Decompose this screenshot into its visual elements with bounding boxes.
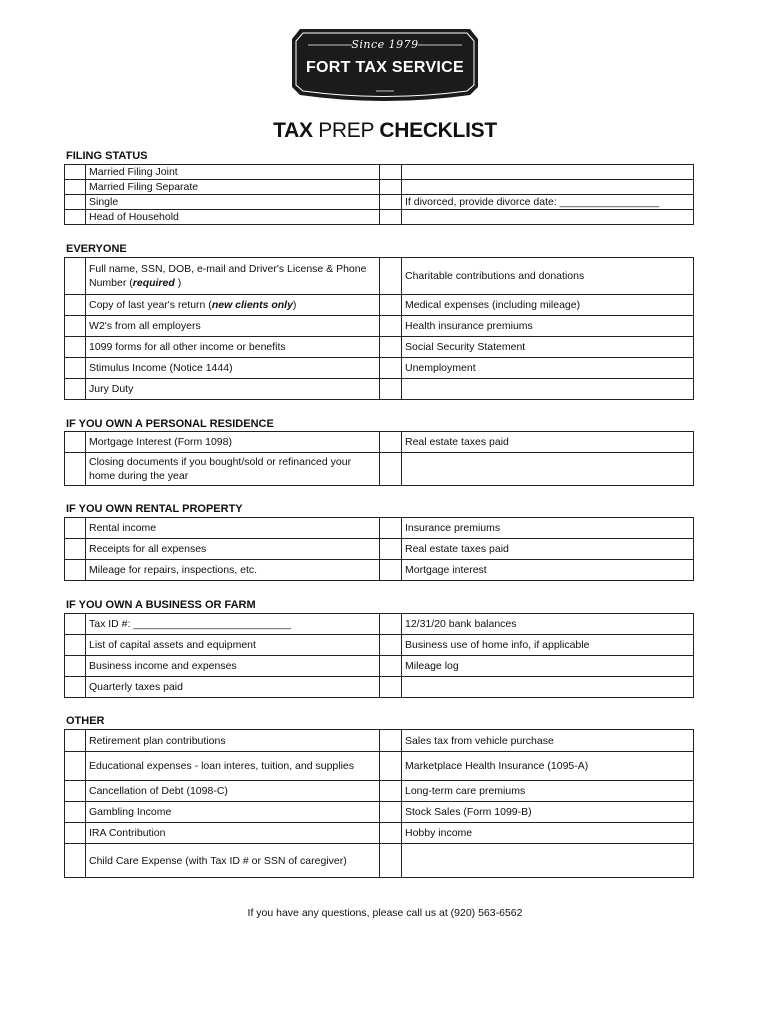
checkbox-right[interactable]: [380, 781, 402, 802]
checkbox-right[interactable]: [380, 379, 402, 400]
checklist-row: [65, 730, 694, 752]
checklist-row: [65, 635, 694, 656]
checkbox-left[interactable]: [65, 195, 86, 210]
checkbox-left[interactable]: [65, 614, 86, 635]
checkbox-right[interactable]: [380, 358, 402, 379]
checklist-item-left: Single: [86, 195, 380, 210]
checkbox-left[interactable]: [65, 358, 86, 379]
filing-status-table: [64, 164, 694, 225]
checklist-item-left: Stimulus Income (Notice 1444): [86, 358, 380, 379]
checkbox-left[interactable]: [65, 180, 86, 195]
logo-company-name: FORT TAX SERVICE: [305, 59, 464, 76]
footer-contact-text: If you have any questions, please call us at (920) 563-6562: [247, 907, 523, 919]
title-part-3: CHECKLIST: [379, 119, 497, 142]
checklist-item-right: [402, 210, 694, 225]
personal-residence-table: [64, 431, 694, 486]
checkbox-left[interactable]: [65, 432, 86, 453]
checkbox-right[interactable]: [380, 844, 402, 878]
checklist-item-left: Rental income: [86, 518, 380, 539]
checklist-item-right: Real estate taxes paid: [402, 539, 694, 560]
checklist-item-right: Health insurance premiums: [402, 316, 694, 337]
checklist-row: [65, 656, 694, 677]
checkbox-right[interactable]: [380, 432, 402, 453]
checklist-row: [65, 165, 694, 180]
checkbox-left[interactable]: [65, 295, 86, 316]
section-title-everyone: EVERYONE: [66, 243, 127, 255]
checklist-row: [65, 295, 694, 316]
checkbox-right[interactable]: [380, 453, 402, 486]
checkbox-left[interactable]: [65, 802, 86, 823]
checkbox-left[interactable]: [65, 539, 86, 560]
checklist-row: [65, 432, 694, 453]
checklist-item-left: Educational expenses - loan interes, tuition, and supplies: [86, 752, 380, 781]
checklist-item-left: List of capital assets and equipment: [86, 635, 380, 656]
page-title: [0, 119, 770, 143]
checklist-item-left: Married Filing Separate: [86, 180, 380, 195]
checklist-item-left: Head of Household: [86, 210, 380, 225]
checkbox-left[interactable]: [65, 781, 86, 802]
checkbox-left[interactable]: [65, 379, 86, 400]
title-part-2: PREP: [312, 119, 380, 142]
checklist-item-right: Marketplace Health Insurance (1095-A): [402, 752, 694, 781]
checklist-item-right: Mortgage interest: [402, 560, 694, 581]
checkbox-right[interactable]: [380, 614, 402, 635]
checklist-item-right: Insurance premiums: [402, 518, 694, 539]
checklist-item-right: If divorced, provide divorce date: _________________: [402, 195, 694, 210]
checklist-item-left: W2's from all employers: [86, 316, 380, 337]
checkbox-left[interactable]: [65, 258, 86, 295]
checkbox-left[interactable]: [65, 635, 86, 656]
checklist-item-right: Unemployment: [402, 358, 694, 379]
checkbox-right[interactable]: [380, 316, 402, 337]
checkbox-right[interactable]: [380, 560, 402, 581]
checklist-item-right: Long-term care premiums: [402, 781, 694, 802]
checkbox-left[interactable]: [65, 677, 86, 698]
checklist-item-left: Quarterly taxes paid: [86, 677, 380, 698]
checkbox-left[interactable]: [65, 210, 86, 225]
everyone-table: [64, 257, 694, 400]
checklist-item-left: Mileage for repairs, inspections, etc.: [86, 560, 380, 581]
checklist-item-right: Medical expenses (including mileage): [402, 295, 694, 316]
checkbox-right[interactable]: [380, 539, 402, 560]
checkbox-left[interactable]: [65, 453, 86, 486]
section-title-business: IF YOU OWN A BUSINESS OR FARM: [66, 599, 256, 611]
checklist-item-left: Married Filing Joint: [86, 165, 380, 180]
checkbox-right[interactable]: [380, 337, 402, 358]
checkbox-left[interactable]: [65, 337, 86, 358]
section-title-personal-residence: IF YOU OWN A PERSONAL RESIDENCE: [66, 418, 274, 430]
checkbox-right[interactable]: [380, 295, 402, 316]
checkbox-right[interactable]: [380, 823, 402, 844]
checkbox-left[interactable]: [65, 560, 86, 581]
title-part-1: TAX: [273, 119, 313, 142]
checkbox-left[interactable]: [65, 730, 86, 752]
checklist-item-left: Closing documents if you bought/sold or refinanced your home during the year: [86, 453, 380, 486]
checklist-row: [65, 560, 694, 581]
checklist-item-right: Sales tax from vehicle purchase: [402, 730, 694, 752]
checklist-row: [65, 195, 694, 210]
checklist-item-left: Child Care Expense (with Tax ID # or SSN of caregiver): [86, 844, 380, 878]
checklist-row: [65, 379, 694, 400]
checklist-item-left: Cancellation of Debt (1098-C): [86, 781, 380, 802]
checklist-item-right: [402, 677, 694, 698]
checklist-item-left: IRA Contribution: [86, 823, 380, 844]
checkbox-right[interactable]: [380, 802, 402, 823]
checklist-item-right: 12/31/20 bank balances: [402, 614, 694, 635]
checklist-row: [65, 823, 694, 844]
checkbox-left[interactable]: [65, 844, 86, 878]
checkbox-left[interactable]: [65, 752, 86, 781]
checklist-item-left: 1099 forms for all other income or benefits: [86, 337, 380, 358]
company-logo: [292, 29, 478, 101]
checklist-item-left: Gambling Income: [86, 802, 380, 823]
checklist-item-right: Real estate taxes paid: [402, 432, 694, 453]
checklist-row: [65, 518, 694, 539]
checkbox-right[interactable]: [380, 656, 402, 677]
business-table: [64, 613, 694, 698]
checkbox-right[interactable]: [380, 210, 402, 225]
checkbox-right[interactable]: [380, 180, 402, 195]
checklist-item-right: Mileage log: [402, 656, 694, 677]
checklist-item-right: [402, 180, 694, 195]
checkbox-left[interactable]: [65, 823, 86, 844]
rental-property-table: [64, 517, 694, 581]
logo-since-text: Since 1979: [351, 38, 419, 51]
checkbox-right[interactable]: [380, 730, 402, 752]
checklist-item-right: [402, 844, 694, 878]
section-title-other: OTHER: [66, 715, 105, 727]
checkbox-left[interactable]: [65, 518, 86, 539]
other-table: [64, 729, 694, 878]
checkbox-right[interactable]: [380, 518, 402, 539]
checklist-row: [65, 752, 694, 781]
checkbox-right[interactable]: [380, 195, 402, 210]
checklist-row: [65, 539, 694, 560]
checklist-row: [65, 337, 694, 358]
checklist-row: [65, 677, 694, 698]
checklist-row: [65, 614, 694, 635]
checkbox-left[interactable]: [65, 656, 86, 677]
checklist-row: [65, 316, 694, 337]
checklist-item-left: Full name, SSN, DOB, e-mail and Driver's License & Phone Number (required ): [86, 258, 380, 295]
checklist-row: [65, 180, 694, 195]
checklist-row: [65, 844, 694, 878]
checklist-item-left: Receipts for all expenses: [86, 539, 380, 560]
checklist-row: [65, 453, 694, 486]
checklist-item-left: Jury Duty: [86, 379, 380, 400]
checklist-item-right: Business use of home info, if applicable: [402, 635, 694, 656]
checklist-row: [65, 802, 694, 823]
checkbox-right[interactable]: [380, 258, 402, 295]
checkbox-right[interactable]: [380, 635, 402, 656]
checklist-item-right: [402, 453, 694, 486]
checkbox-right[interactable]: [380, 677, 402, 698]
checkbox-left[interactable]: [65, 316, 86, 337]
checklist-item-left: Business income and expenses: [86, 656, 380, 677]
checklist-row: [65, 358, 694, 379]
checkbox-left[interactable]: [65, 165, 86, 180]
checklist-item-right: Stock Sales (Form 1099-B): [402, 802, 694, 823]
checklist-item-right: Hobby income: [402, 823, 694, 844]
checklist-row: [65, 210, 694, 225]
checklist-item-left: Copy of last year's return (new clients only): [86, 295, 380, 316]
section-title-filing-status: FILING STATUS: [66, 150, 148, 162]
checkbox-right[interactable]: [380, 165, 402, 180]
checklist-item-right: Social Security Statement: [402, 337, 694, 358]
checklist-row: [65, 781, 694, 802]
section-title-rental-property: IF YOU OWN RENTAL PROPERTY: [66, 503, 243, 515]
checklist-item-right: Charitable contributions and donations: [402, 258, 694, 295]
checklist-item-left: Tax ID #: ___________________________: [86, 614, 380, 635]
checklist-row: [65, 258, 694, 295]
checklist-item-left: Mortgage Interest (Form 1098): [86, 432, 380, 453]
checkbox-right[interactable]: [380, 752, 402, 781]
checklist-item-left: Retirement plan contributions: [86, 730, 380, 752]
checklist-item-right: [402, 165, 694, 180]
checklist-item-right: [402, 379, 694, 400]
